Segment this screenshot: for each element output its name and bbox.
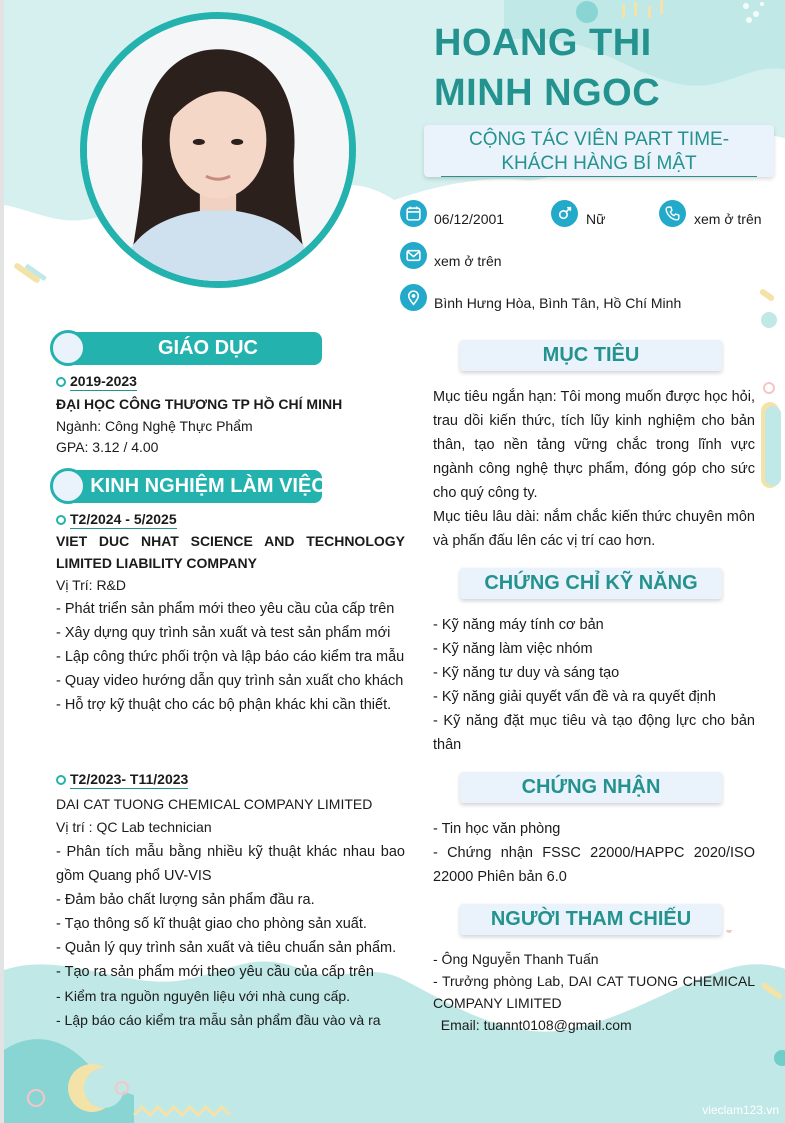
- job-task: - Xây dựng quy trình sản xuất và test sản phẩm mới: [56, 625, 391, 641]
- certificates-list: [433, 817, 755, 889]
- job-task: - Tạo thông số kĩ thuật giao cho phòng sản xuất.: [56, 916, 367, 932]
- major-text: Ngành: Công Nghệ Thực Phẩm: [56, 418, 253, 434]
- calendar-icon: [400, 200, 427, 227]
- header-circle-icon: [50, 468, 86, 504]
- bullet-circle-icon: [56, 377, 66, 387]
- bullet-circle-icon: [56, 515, 66, 525]
- bullet-circle-icon: [56, 775, 66, 785]
- candidate-name: [434, 18, 774, 118]
- references-title: NGƯỜI THAM CHIẾU: [460, 904, 722, 935]
- experience-header: [50, 470, 326, 503]
- job-task: - Hỗ trợ kỹ thuật cho các bộ phận khác khi cần thiết.: [56, 697, 392, 713]
- education-period: 2019-2023: [70, 373, 137, 389]
- skills-list: [433, 613, 755, 757]
- job-task: - Phân tích mẫu bằng nhiều kỹ thuật khác nhau bao gồm Quang phổ UV-VIS: [56, 844, 405, 884]
- school-name: ĐẠI HỌC CÔNG THƯƠNG TP HỒ CHÍ MINH: [56, 396, 343, 412]
- gender-icon: [551, 200, 578, 227]
- education-header: [50, 332, 322, 365]
- job-role: Vị trí : QC Lab technician: [56, 819, 212, 835]
- objective-short-term: Mục tiêu ngắn hạn: Tôi mong muốn được học hỏi, trau dồi kiến thức, tích lũy kinh nghiệm cho bản thân, tạo nền tảng vững chắc trong lĩnh vực ngành công nghệ thực phẩm, đóng góp cho sức cho quý công ty.: [433, 389, 755, 501]
- objective-long-term: Mục tiêu lâu dài: nắm chắc kiến thức chuyên môn và phấn đấu lên các vị trí cao hơn.: [433, 509, 755, 549]
- phone-text: xem ở trên: [694, 211, 762, 227]
- job-task: - Tạo ra sản phẩm mới theo yêu cầu của cấp trên: [56, 964, 374, 980]
- address-text: Bình Hưng Hòa, Bình Tân, Hồ Chí Minh: [434, 295, 682, 311]
- job-period: T2/2024 - 5/2025: [70, 511, 177, 527]
- side-decoration: [759, 380, 785, 490]
- skills-title: CHỨNG CHỈ KỸ NĂNG: [460, 568, 722, 599]
- job-period: T2/2023- T11/2023: [70, 771, 189, 787]
- skill-item: - Kỹ năng đặt mục tiêu và tạo động lực cho bản thân: [433, 713, 755, 753]
- certificates-title: CHỨNG NHẬN: [460, 772, 722, 803]
- job-task: - Đảm bảo chất lượng sản phẩm đầu ra.: [56, 892, 315, 908]
- job-company: DAI CAT TUONG CHEMICAL COMPANY LIMITED: [56, 796, 373, 812]
- education-title: GIÁO DỤC: [66, 332, 322, 365]
- job-company: VIET DUC NHAT SCIENCE AND TECHNOLOGY LIMITED LIABILITY COMPANY: [56, 533, 405, 571]
- job-task-list: [56, 840, 405, 1032]
- job-task: - Kiểm tra nguồn nguyên liệu với nhà cung cấp.: [56, 988, 351, 1004]
- job-task: - Lập công thức phối trộn và lập báo cáo kiểm tra mẫu: [56, 649, 405, 665]
- experience-title: KINH NGHIỆM LÀM VIỆC: [66, 470, 322, 503]
- header-circle-icon: [50, 330, 86, 366]
- reference-name: - Ông Nguyễn Thanh Tuấn: [433, 951, 599, 967]
- watermark-text: vieclam123.vn: [702, 1103, 779, 1117]
- skill-item: - Kỹ năng giải quyết vấn đề và ra quyết định: [433, 689, 716, 705]
- position-line-2: KHÁCH HÀNG BÍ MẬT: [441, 152, 756, 177]
- skill-item: - Kỹ năng tư duy và sáng tạo: [433, 665, 620, 681]
- gender-text: Nữ: [586, 211, 606, 227]
- birthday-text: 06/12/2001: [434, 211, 505, 227]
- certificate-item: - Tin học văn phòng: [433, 821, 561, 837]
- job-task-list: [56, 597, 405, 717]
- email-icon: [400, 242, 427, 269]
- name-line-2: MINH NGOC: [434, 72, 661, 114]
- objective-title: MỤC TIÊU: [460, 340, 722, 371]
- reference-email: Email: tuannt0108@gmail.com: [433, 1017, 632, 1033]
- gpa-text: GPA: 3.12 / 4.00: [56, 439, 159, 455]
- job-task: - Lập báo cáo kiểm tra mẫu sản phẩm đầu vào và ra: [56, 1012, 381, 1028]
- job-task: - Quay video hướng dẫn quy trình sản xuất cho khách: [56, 673, 404, 689]
- name-line-1: HOANG THI: [434, 22, 652, 64]
- position-line-1: CỘNG TÁC VIÊN PART TIME-: [468, 129, 730, 150]
- job-task: - Phát triển sản phẩm mới theo yêu cầu của cấp trên: [56, 601, 395, 617]
- profile-photo: [80, 12, 356, 288]
- location-icon: [400, 284, 427, 311]
- email-text: xem ở trên: [434, 253, 502, 269]
- phone-icon: [659, 200, 686, 227]
- references-block: [433, 948, 755, 1036]
- position-box: [424, 125, 774, 177]
- skill-item: - Kỹ năng máy tính cơ bản: [433, 617, 604, 633]
- reference-position: - Trưởng phòng Lab, DAI CAT TUONG CHEMICAL COMPANY LIMITED: [433, 973, 755, 1011]
- objective-text: [433, 385, 755, 553]
- certificate-item: - Chứng nhận FSSC 22000/HAPPC 2020/ISO 22000 Phiên bản 6.0: [433, 845, 755, 885]
- job-task: - Quản lý quy trình sản xuất và tiêu chuẩn sản phẩm.: [56, 940, 397, 956]
- skill-item: - Kỹ năng làm việc nhóm: [433, 641, 593, 657]
- job-role: Vị Trí: R&D: [56, 577, 127, 593]
- person-avatar-icon: [87, 19, 349, 281]
